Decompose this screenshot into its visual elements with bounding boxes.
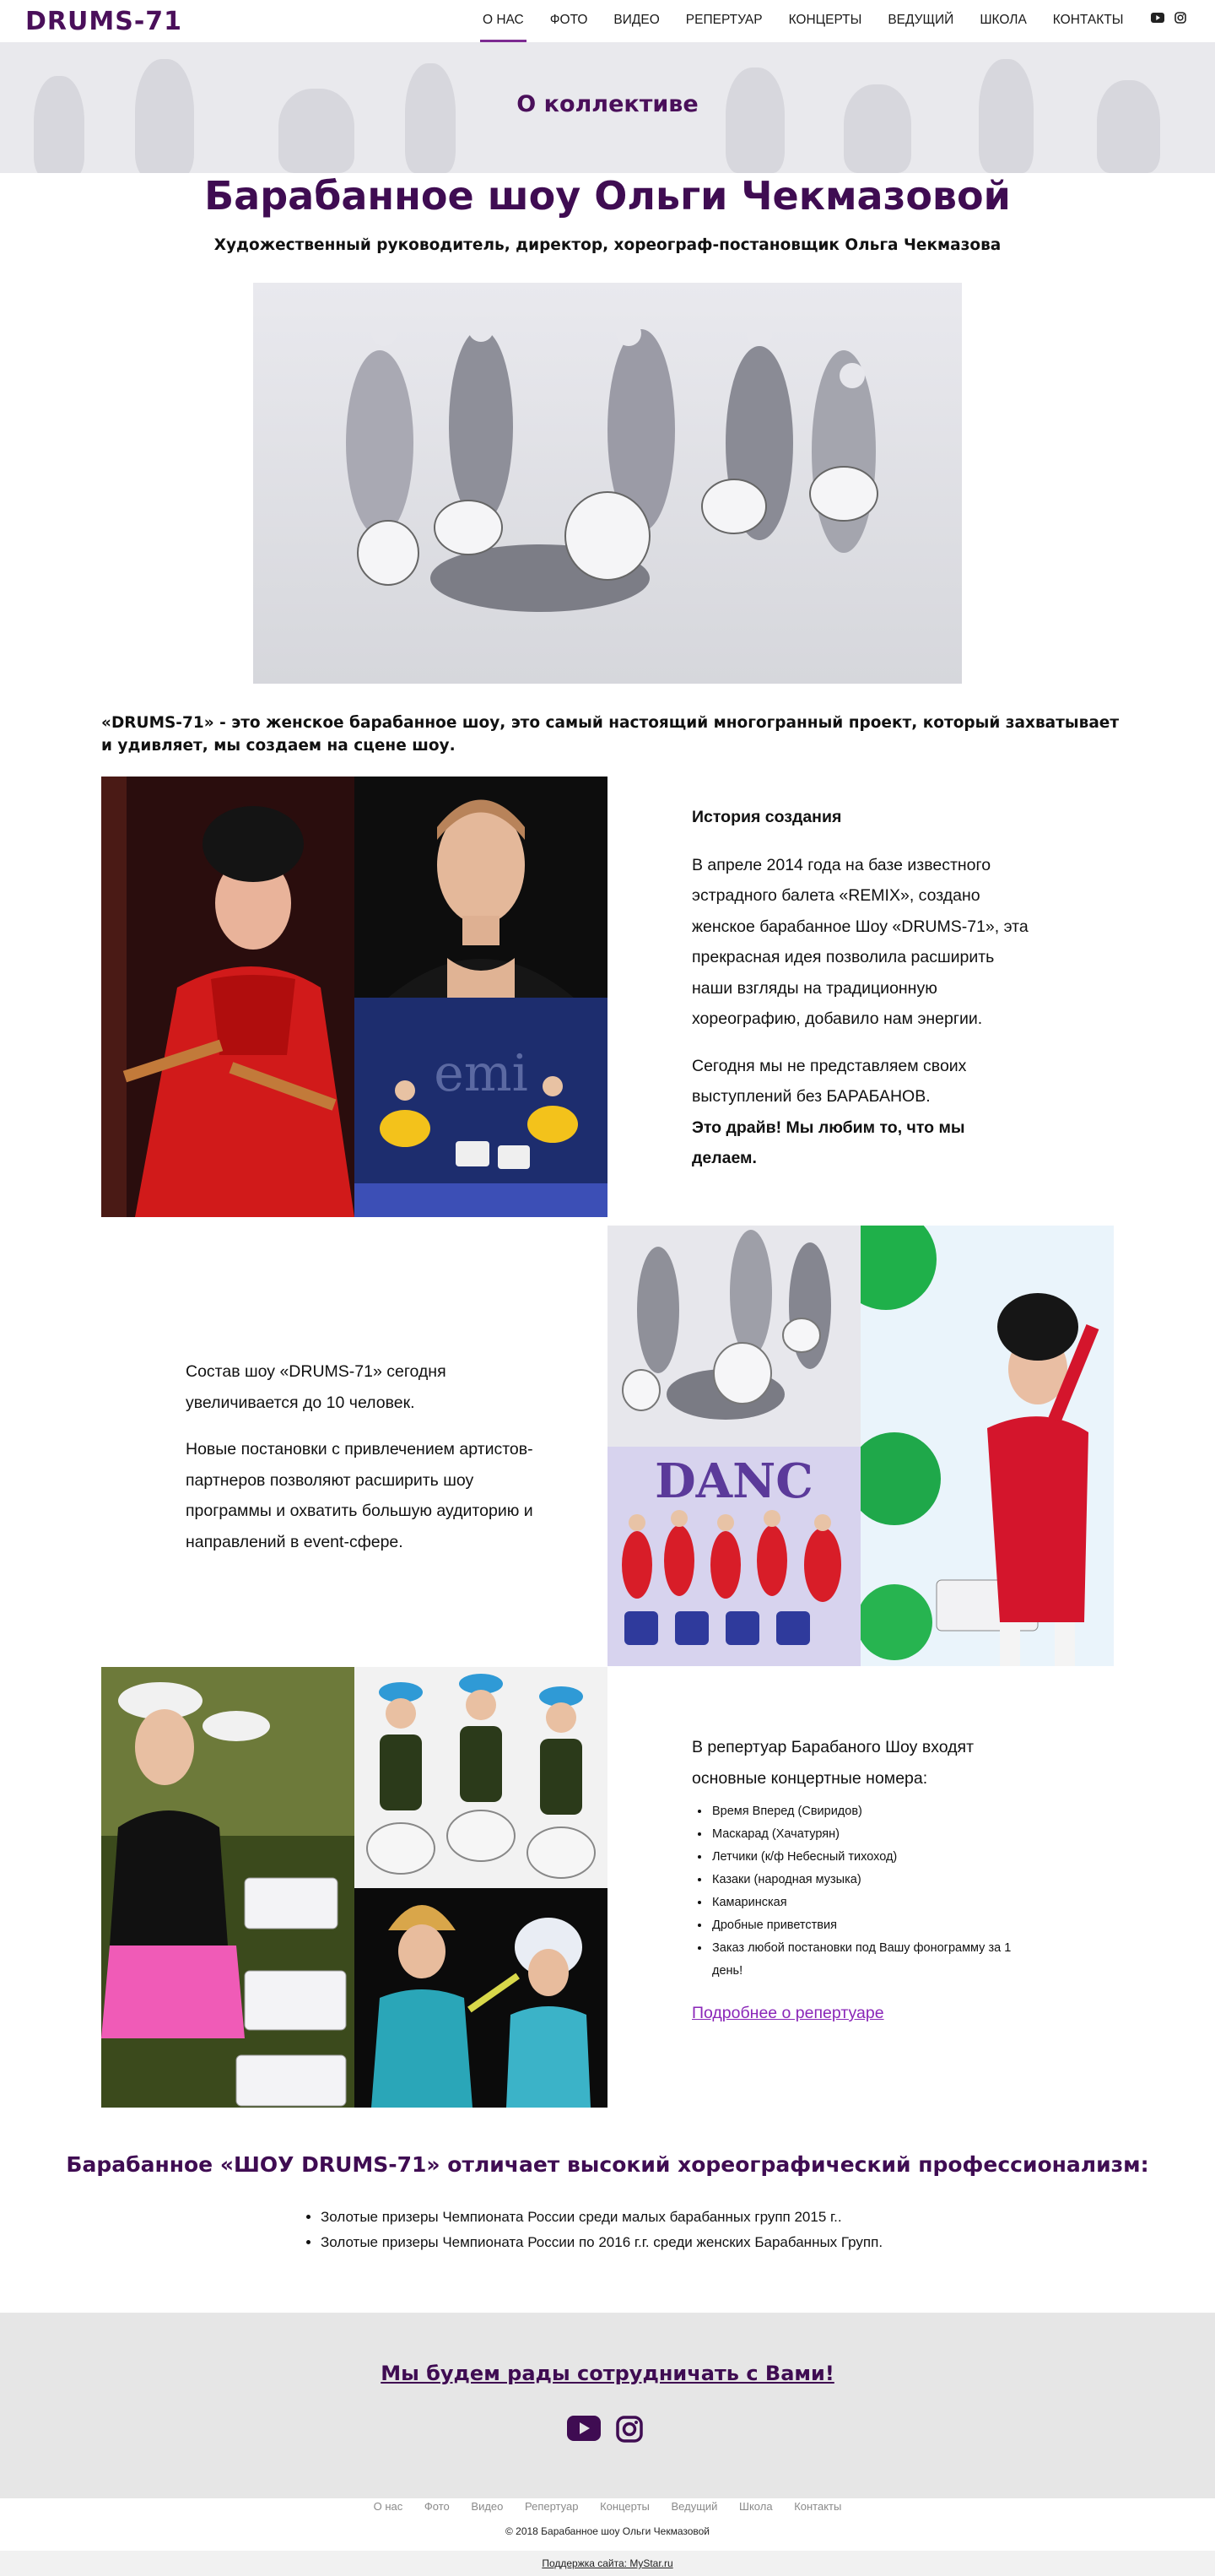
cta-social xyxy=(567,2416,643,2447)
site-logo[interactable]: DRUMS-71 xyxy=(25,7,183,36)
instagram-icon[interactable] xyxy=(1174,12,1186,28)
nav-item-video[interactable]: ВИДЕО xyxy=(613,13,660,27)
top-navigation xyxy=(0,0,1215,42)
photo-portrait-director xyxy=(354,777,608,998)
banner-title: О коллективе xyxy=(516,91,699,117)
main-menu xyxy=(483,0,1149,42)
repertoire-text xyxy=(692,1732,1029,2029)
instagram-icon[interactable] xyxy=(616,2416,643,2447)
history-paragraph: В апреле 2014 года на базе известного эстрадного балета «REMIX», создано женское барабанное Шоу «DRUMS-71», эта прекрасная идея позволила расширить наши взгляды на традиционную хореографию, добавило нам энергии. xyxy=(692,855,1029,1028)
nav-item-concerts[interactable]: КОНЦЕРТЫ xyxy=(788,13,862,27)
repertoire-item: • Заказ любой постановки под Вашу фонограмму за 1 день! xyxy=(710,1937,1029,1983)
intro-lead: «DRUMS-71» - это женское барабанное шоу, это самый настоящий многогранный проект, который захватывает и удивляет, мы создаем на сцене шоу. xyxy=(101,714,1120,755)
page-title: Барабанное шоу Ольги Чекмазовой xyxy=(204,173,1011,219)
photo-kokoshnik-dancers xyxy=(354,1888,608,2108)
awards-list xyxy=(321,2205,883,2255)
nav-item-photo[interactable]: ФОТО xyxy=(549,13,588,27)
photo-stage-yellow-costumes xyxy=(354,998,608,1217)
history-heading: История создания xyxy=(692,808,842,826)
footer-link-repertoire[interactable]: Репертуар xyxy=(525,2500,579,2513)
photo-dance-group-red xyxy=(608,1447,861,1666)
award-item: • Золотые призеры Чемпионата России по 2016 г.г. среди женских Барабанных Групп. xyxy=(321,2230,883,2255)
photo-drummer-red-dress xyxy=(101,777,354,1217)
banner-background-figure xyxy=(405,63,456,173)
repertoire-intro: В репертуар Барабаного Шоу входят основные концертные номера: xyxy=(692,1738,975,1788)
nav-item-about[interactable]: О НАС xyxy=(483,0,524,42)
award-item: • Золотые призеры Чемпионата России среди малых барабанных групп 2015 г.. xyxy=(321,2205,883,2230)
repertoire-item: • Время Вперед (Свиридов) xyxy=(710,1800,1029,1823)
team-text xyxy=(186,1356,540,1573)
youtube-icon[interactable] xyxy=(567,2416,601,2447)
nav-item-contacts[interactable]: КОНТАКТЫ xyxy=(1052,13,1124,27)
support-link[interactable]: Поддержка сайта: MyStar.ru xyxy=(542,2557,673,2569)
footer-link-photo[interactable]: Фото xyxy=(424,2500,450,2513)
photo-group-studio xyxy=(608,1226,861,1447)
page-subtitle: Художественный руководитель, директор, хореограф-постановщик Ольга Чекмазова xyxy=(213,236,1002,254)
team-paragraph: Состав шоу «DRUMS-71» сегодня увеличивается до 10 человек. xyxy=(186,1362,446,1412)
nav-item-repertoire[interactable]: РЕПЕРТУАР xyxy=(685,13,763,27)
repertoire-item: • Дробные приветствия xyxy=(710,1914,1029,1937)
photo-drummers-sailor-caps xyxy=(101,1667,354,2108)
svg-text:emi: emi xyxy=(434,1044,528,1103)
photo-drummer-balloons xyxy=(861,1226,1114,1666)
footer-link-video[interactable]: Видео xyxy=(471,2500,504,2513)
footer-link-school[interactable]: Школа xyxy=(739,2500,773,2513)
header-social xyxy=(1151,12,1186,28)
nav-item-host[interactable]: ВЕДУЩИЙ xyxy=(888,13,954,27)
copyright: © 2018 Барабанное шоу Ольги Чекмазовой xyxy=(505,2525,710,2537)
footer-link-contacts[interactable]: Контакты xyxy=(794,2500,842,2513)
repertoire-list xyxy=(710,1800,1029,1983)
youtube-icon[interactable] xyxy=(1151,12,1164,28)
page-banner xyxy=(0,42,1215,173)
nav-item-school[interactable]: ШКОЛА xyxy=(980,13,1027,27)
footer-link-about[interactable]: О нас xyxy=(373,2500,403,2513)
svg-text:DANC: DANC xyxy=(655,1453,813,1509)
support-bar xyxy=(0,2551,1215,2576)
professionalism-title: Барабанное «ШОУ DRUMS-71» отличает высокий хореографический профессионализм: xyxy=(66,2152,1149,2177)
team-paragraph: Новые постановки с привлечением артистов-партнеров позволяют расширить шоу программы и охватить большую аудиторию и направлений в event-сфере. xyxy=(186,1440,533,1551)
contact-cta xyxy=(0,2313,1215,2498)
repertoire-item: • Казаки (народная музыка) xyxy=(710,1869,1029,1891)
history-slogan: Это драйв! Мы любим то, что мы делаем. xyxy=(692,1118,965,1167)
photo-drummers-blue-berets xyxy=(354,1667,608,1888)
cta-link[interactable]: Мы будем рады сотрудничать с Вами! xyxy=(381,2362,834,2385)
repertoire-item: • Камаринская xyxy=(710,1891,1029,1914)
footer-link-host[interactable]: Ведущий xyxy=(671,2500,718,2513)
group-photo xyxy=(253,283,962,684)
history-text xyxy=(692,802,1029,1174)
banner-background-figure xyxy=(726,68,785,173)
footer-navigation xyxy=(0,2498,1215,2515)
footer-link-concerts[interactable]: Концерты xyxy=(600,2500,650,2513)
history-paragraph: Сегодня мы не представляем своих выступлений без БАРАБАНОВ. xyxy=(692,1056,967,1106)
repertoire-more-link[interactable]: Подробнее о репертуаре xyxy=(692,2004,884,2022)
repertoire-item: • Маскарад (Хачатурян) xyxy=(710,1823,1029,1846)
repertoire-item: • Летчики (к/ф Небесный тихоход) xyxy=(710,1846,1029,1869)
